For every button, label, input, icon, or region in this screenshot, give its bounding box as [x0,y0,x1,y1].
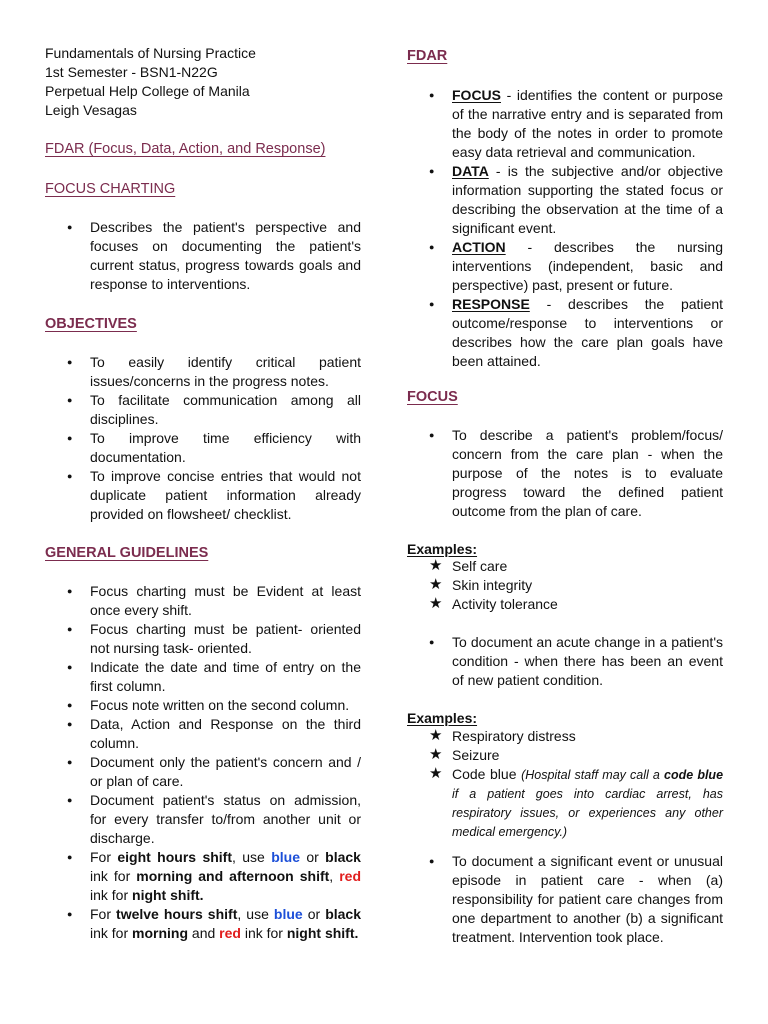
star-icon: ★ [429,727,443,744]
fdar-list [407,86,723,371]
list-item: ● Focus charting must be patient- oriented not nursing task- oriented. [45,620,361,658]
fdar-heading: FDAR [407,48,448,64]
focus-charting-heading: FOCUS CHARTING [45,181,176,197]
list-item: ★ Self care [429,557,508,574]
list-item: ● Focus note written on the second column. [45,696,361,715]
document-title: FDAR (Focus, Data, Action, and Response) [45,141,326,157]
star-icon: ★ [429,576,443,593]
list-item: ● Document only the patient's concern and / or plan of care. [45,753,361,791]
school-name: Perpetual Help College of Manila [45,83,250,99]
list-item: ● To describe a patient's problem/focus/ concern from the care plan - when the purpose of the notes is to evaluate progress toward the defined patient outcome from the plan of care. [407,426,723,521]
guidelines-list [45,582,361,943]
focus-charting-list [45,218,361,294]
examples-list-1 [407,557,723,614]
list-item: ● To easily identify critical patient issues/concerns in the progress notes. [45,353,361,391]
star-icon: ★ [429,557,443,574]
guidelines-heading: GENERAL GUIDELINES [45,545,209,561]
list-item: ● Focus charting must be Evident at least once every shift. [45,582,361,620]
fdar-action-item: ● ACTION - describes the nursing interventions (independent, basic and perspective) past, present or future. [407,238,723,295]
course-name: Fundamentals of Nursing Practice [45,45,256,61]
focus-list-3 [407,852,723,947]
star-icon: ★ [429,746,443,763]
document-header [45,44,361,120]
list-item: ★ Skin integrity [429,576,533,593]
objectives-list [45,353,361,524]
list-item: ● Document patient's status on admission, for every transfer to/from another unit or discharge. [45,791,361,848]
fdar-data-item: ● DATA - is the subjective and/or objective information supporting the stated focus or describing the observation at the time of a significant event. [407,162,723,238]
list-item: ★ Respiratory distress [429,727,576,744]
author-name: Leigh Vesagas [45,102,137,118]
fdar-response-item: ● RESPONSE - describes the patient outcome/response to interventions or describes how the care plan goals have been attained. [407,295,723,371]
star-icon: ★ [429,595,443,612]
focus-heading: FOCUS [407,389,458,405]
list-item: ● Data, Action and Response on the third column. [45,715,361,753]
list-item: ● Describes the patient's perspective and focuses on documenting the patient's current status, progress towards goals and response to interventions. [45,218,361,294]
examples-list-2 [407,727,723,841]
list-item: ● Indicate the date and time of entry on the first column. [45,658,361,696]
list-item: ★ Seizure [429,746,500,763]
star-icon: ★ [429,765,443,782]
ink-rule-twelve-hours: ● For twelve hours shift, use blue or black ink for morning and red ink for night shift. [45,905,361,943]
list-item: ● To facilitate communication among all disciplines. [45,391,361,429]
list-item: ● To document an acute change in a patient's condition - when there has been an event of new patient condition. [407,633,723,690]
list-item: ● To improve time efficiency with documentation. [45,429,361,467]
examples-label: Examples: [407,710,478,726]
list-item: ● To document a significant event or unusual episode in patient care - when (a) responsibility for patient care changes from one department to another (b) a significant treatment. Intervention took place. [407,852,723,947]
examples-label: Examples: [407,541,478,557]
semester-section: 1st Semester - BSN1-N22G [45,64,218,80]
ink-rule-eight-hours: ● For eight hours shift, use blue or black ink for morning and afternoon shift, red ink for night shift. [45,848,361,905]
focus-list-2 [407,633,723,690]
list-item: ● To improve concise entries that would not duplicate patient information already provided on flowsheet/ checklist. [45,467,361,524]
list-item: ★ Activity tolerance [429,595,558,612]
objectives-heading: OBJECTIVES [45,316,137,332]
fdar-focus-item: ● FOCUS - identifies the content or purpose of the narrative entry and is separated from the body of the notes in order to promote easy data retrieval and communication. [407,86,723,162]
focus-list-1 [407,426,723,521]
code-blue-item: ★ Code blue (Hospital staff may call a code blue if a patient goes into cardiac arrest, has respiratory issues, or experiences any other medical emergency.) [429,765,724,839]
